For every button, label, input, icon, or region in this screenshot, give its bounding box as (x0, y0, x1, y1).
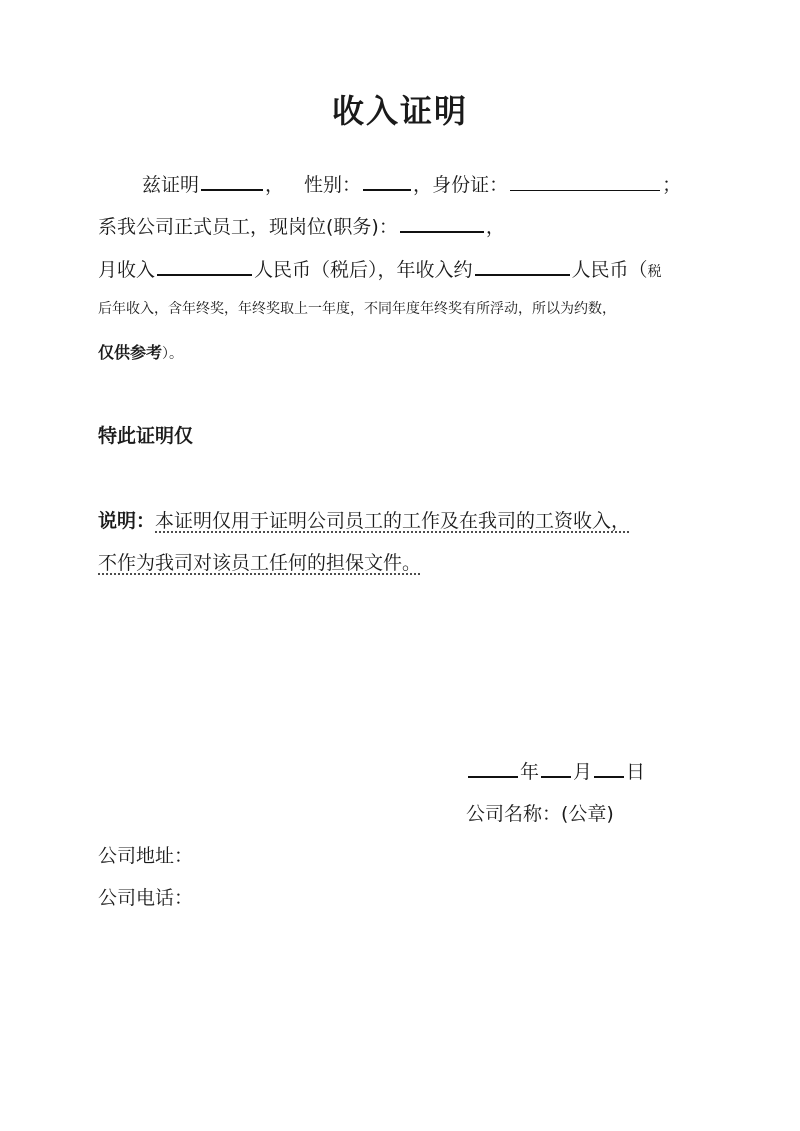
document-title: 收入证明 (331, 92, 468, 130)
note-line-2 (98, 548, 421, 575)
line-position (98, 212, 505, 239)
note-text-1: 本证明仅用于证明公司员工的工作及在我司的工资收入， (155, 510, 631, 532)
reference-bold: 仅供参考 (98, 343, 163, 362)
position-label: 系我公司正式员工，现岗位(职务)： (98, 216, 398, 238)
company-address: 公司地址： (98, 845, 194, 867)
position-blank (400, 213, 484, 233)
month-blank (541, 758, 571, 778)
date-line (466, 757, 645, 784)
gender-label: 性别： (304, 174, 362, 196)
day-label: 日 (626, 761, 646, 783)
line-income (98, 255, 662, 282)
comma: ， (265, 174, 285, 196)
gender-blank (363, 171, 411, 191)
certify-prefix: 兹证明 (142, 174, 200, 196)
income-mid-text: 人民币（税后），年收入约 (254, 259, 473, 281)
reference-end: ）。 (162, 346, 184, 362)
monthly-income-blank (157, 256, 252, 276)
note-text-2: 不作为我司对该员工任何的担保文件。 (98, 552, 422, 574)
comma: ， (485, 216, 505, 238)
company-name: 公司名称：(公章) (466, 803, 614, 825)
name-blank (201, 171, 263, 191)
semicolon: ； (662, 174, 682, 196)
income-note-text: 后年收入，含年终奖，年终奖取上一年度，不同年度年终奖有所浮动，所以为约数， (98, 301, 616, 317)
hereby-certify: 特此证明仅 (98, 425, 194, 447)
year-label: 年 (520, 761, 540, 783)
note-line-1 (98, 506, 630, 533)
month-label: 月 (573, 761, 593, 783)
comma: ， (413, 174, 433, 196)
id-blank (510, 172, 660, 191)
income-suffix: 人民币（ (571, 259, 648, 281)
line-name-gender-id (142, 170, 681, 197)
line-reference (98, 340, 183, 363)
income-suffix-small: 税 (647, 264, 662, 280)
day-blank (594, 758, 624, 778)
id-label: 身份证： (432, 174, 509, 196)
company-phone: 公司电话： (98, 887, 194, 909)
year-blank (468, 758, 518, 778)
line-income-note (98, 298, 616, 318)
annual-income-blank (475, 256, 570, 276)
monthly-income-label: 月收入 (98, 259, 156, 281)
note-label: 说明： (98, 510, 156, 532)
